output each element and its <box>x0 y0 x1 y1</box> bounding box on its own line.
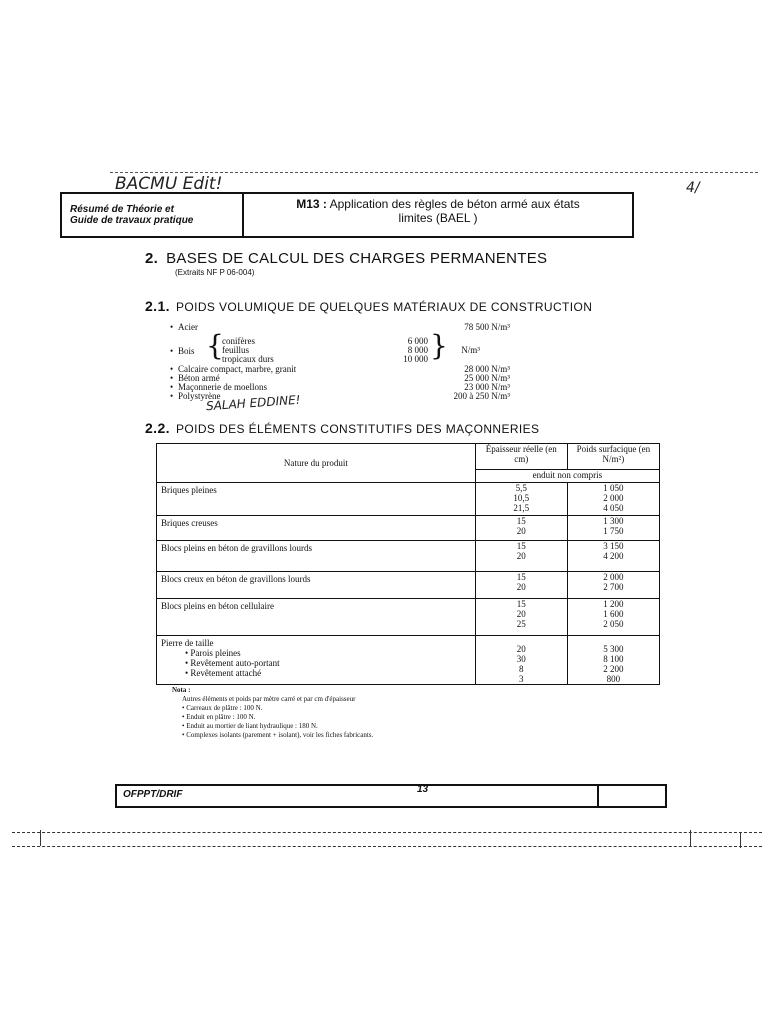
bois-sub-row <box>170 354 510 364</box>
footer-right-cell <box>599 786 665 806</box>
section-21-number: 2.1. <box>145 298 170 314</box>
epaisseur-value: 21,5 <box>513 503 530 513</box>
module-title-line1: Application des règles de béton armé aux états <box>329 197 580 211</box>
section-22-number: 2.2. <box>145 420 170 436</box>
page-frame-line <box>110 172 758 173</box>
poids-value: 800 <box>606 674 621 684</box>
material-row: • Béton armé 25 000 N/m³ <box>170 373 510 383</box>
handwritten-note-top-left: BACMU Edit! <box>115 174 223 194</box>
epaisseur-value: 3 <box>518 674 524 684</box>
row-name: Blocs pleins en béton cellulaire <box>157 599 476 636</box>
pierre-sub-label: Parois pleines <box>190 648 241 658</box>
table-row <box>157 572 660 599</box>
column-header-epaisseur: Épaisseur réelle (en cm) <box>475 444 567 470</box>
epaisseur-value: 15 <box>516 572 526 582</box>
note-text: Enduit au mortier de liant hydraulique : 180 N. <box>186 722 318 730</box>
row-name: Blocs pleins en béton de gravillons lourds <box>157 541 476 572</box>
epaisseur-value: 20 <box>516 609 526 619</box>
row-name <box>157 636 476 685</box>
poids-value: 1 750 <box>603 526 624 536</box>
material-value: 200 à 250 N/m³ <box>453 391 510 401</box>
scan-artifact-line <box>12 846 762 847</box>
epaisseur-value: 15 <box>516 599 526 609</box>
scan-artifact-line <box>12 832 762 833</box>
scan-artifact-mark <box>740 832 741 848</box>
poids-value: 2 000 <box>603 493 624 503</box>
epaisseur-value: 20 <box>516 526 526 536</box>
note-item: • Enduit en plâtre : 100 N. <box>182 713 256 721</box>
note-text: Carreaux de plâtre : 100 N. <box>186 704 263 712</box>
module-code: M13 : <box>296 197 327 211</box>
left-brace: { <box>206 329 224 362</box>
row-name: Briques creuses <box>157 516 476 541</box>
right-brace: } <box>430 329 448 362</box>
footer-org: OFPPT/DRIF <box>123 789 183 800</box>
row-poids <box>567 572 659 599</box>
material-value: 25 000 N/m³ <box>464 373 510 383</box>
bois-sub-value: 6 000 <box>407 336 428 346</box>
poids-value: 2 050 <box>603 619 624 629</box>
poids-value: 8 100 <box>603 654 624 664</box>
column-header-nature: Nature du produit <box>157 444 476 483</box>
row-name: Blocs creux en béton de gravillons lourds <box>157 572 476 599</box>
row-name: Briques pleines <box>157 483 476 516</box>
notes-block <box>172 686 373 740</box>
section-22-title <box>145 420 539 436</box>
poids-value: 1 200 <box>603 599 624 609</box>
row-epaisseur <box>475 599 567 636</box>
pierre-sub: • Parois pleines <box>185 648 241 658</box>
row-epaisseur <box>475 572 567 599</box>
bois-sub-label: conifères <box>222 336 255 346</box>
epaisseur-value: 15 <box>516 541 526 551</box>
row-poids <box>567 636 659 685</box>
row-epaisseur <box>475 541 567 572</box>
section-22-text: POIDS DES ÉLÉMENTS CONSTITUTIFS DES MAÇONNERIES <box>175 422 540 436</box>
material-label: Maçonnerie de moellons <box>178 382 267 392</box>
column-header-poids: Poids surfacique (en N/m²) <box>567 444 659 470</box>
pierre-sub: • Revêtement auto-portant <box>185 658 280 668</box>
note-item: • Complexes isolants (parement + isolant), voir les fiches fabricants. <box>182 731 374 739</box>
material-value: 78 500 N/m³ <box>464 322 510 332</box>
note-cell: enduit non compris <box>475 469 659 482</box>
page-number: 13 <box>417 784 429 795</box>
bois-unit-row <box>170 345 510 355</box>
epaisseur-value: 20 <box>516 644 526 654</box>
poids-value: 1 600 <box>603 609 624 619</box>
note-item: • Enduit au mortier de liant hydraulique : 180 N. <box>182 722 318 730</box>
material-row: • Calcaire compact, marbre, granit 28 000 N/m³ <box>170 364 510 374</box>
poids-value: 2 000 <box>603 572 624 582</box>
epaisseur-value: 15 <box>516 516 526 526</box>
scan-artifact-mark <box>690 830 691 846</box>
material-value: 23 000 N/m³ <box>464 382 510 392</box>
epaisseur-value: 30 <box>516 654 526 664</box>
header-left-line1: Résumé de Théorie et <box>70 204 174 215</box>
table-row-pierre <box>157 636 660 685</box>
material-label: Polystyrène <box>178 391 221 401</box>
poids-value: 4 200 <box>603 551 624 561</box>
table-header-row <box>157 444 660 470</box>
document-header <box>60 192 634 238</box>
material-value: 28 000 N/m³ <box>464 364 510 374</box>
material-row-acier: • Acier 78 500 N/m³ <box>170 322 510 332</box>
material-row: • Maçonnerie de moellons 23 000 N/m³ <box>170 382 510 392</box>
poids-value: 5 300 <box>603 644 624 654</box>
material-label: Calcaire compact, marbre, granit <box>178 364 297 374</box>
pierre-sub-label: Revêtement auto-portant <box>190 658 280 668</box>
table-row <box>157 541 660 572</box>
poids-value: 4 050 <box>603 503 624 513</box>
bois-sub-label: tropicaux durs <box>222 354 274 364</box>
header-left-cell <box>62 194 244 236</box>
page-footer <box>115 784 667 808</box>
module-title-line2: limites (BAEL ) <box>398 211 478 225</box>
poids-value: 3 150 <box>603 541 624 551</box>
footer-left-cell <box>117 786 599 806</box>
bois-sub-value: 10 000 <box>403 354 428 364</box>
section-2-text: BASES DE CALCUL DES CHARGES PERMANENTES <box>166 250 548 267</box>
epaisseur-value: 8 <box>518 664 524 674</box>
material-label: Bois <box>178 346 195 356</box>
epaisseur-value: 20 <box>516 582 526 592</box>
section-21-text: POIDS VOLUMIQUE DE QUELQUES MATÉRIAUX DE CONSTRUCTION <box>175 300 593 314</box>
epaisseur-value: 5,5 <box>515 483 527 493</box>
material-label: Béton armé <box>178 373 220 383</box>
material-row-bois: • Bois <box>170 346 195 356</box>
scan-artifact-mark <box>40 830 41 846</box>
header-right-cell <box>244 194 632 236</box>
section-2-number: 2. <box>145 250 159 267</box>
row-poids <box>567 599 659 636</box>
row-poids <box>567 483 659 516</box>
poids-value: 2 700 <box>603 582 624 592</box>
table-row <box>157 599 660 636</box>
note-text: Complexes isolants (parement + isolant), voir les fiches fabricants. <box>186 731 374 739</box>
handwritten-note-top-right: 4/ <box>686 180 700 196</box>
table-row <box>157 483 660 516</box>
row-epaisseur <box>475 483 567 516</box>
notes-intro: Autres éléments et poids par mètre carré et par cm d'épaisseur <box>182 695 356 703</box>
note-text: Enduit en plâtre : 100 N. <box>186 713 256 721</box>
pierre-sub-label: Revêtement attaché <box>190 668 262 678</box>
masonry-weights-table <box>156 443 660 685</box>
epaisseur-value: 20 <box>516 551 526 561</box>
bois-sub-label: feuillus <box>222 345 249 355</box>
row-poids <box>567 516 659 541</box>
bois-unit: N/m³ <box>461 345 480 355</box>
pierre-sub: • Revêtement attaché <box>185 668 262 678</box>
bois-sub-value: 8 000 <box>407 345 428 355</box>
poids-value: 2 200 <box>603 664 624 674</box>
handwritten-side-note: SALAH EDDINE! <box>205 392 301 414</box>
row-epaisseur <box>475 636 567 685</box>
section-21-title <box>145 298 592 314</box>
poids-value: 1 050 <box>603 483 624 493</box>
poids-value: 1 300 <box>603 516 624 526</box>
pierre-title: Pierre de taille <box>161 638 214 648</box>
section-2-title <box>145 250 547 267</box>
material-label: Acier <box>178 322 198 332</box>
epaisseur-value: 25 <box>516 619 526 629</box>
section-2-subtitle: (Extraits NF P 06-004) <box>175 268 255 277</box>
note-item: • Carreaux de plâtre : 100 N. <box>182 704 263 712</box>
header-left-line2: Guide de travaux pratique <box>70 215 194 226</box>
row-poids <box>567 541 659 572</box>
notes-heading: Nota : <box>172 686 191 694</box>
row-epaisseur <box>475 516 567 541</box>
material-row: • Polystyrène 200 à 250 N/m³ <box>170 391 510 401</box>
epaisseur-value: 10,5 <box>513 493 530 503</box>
table-row <box>157 516 660 541</box>
